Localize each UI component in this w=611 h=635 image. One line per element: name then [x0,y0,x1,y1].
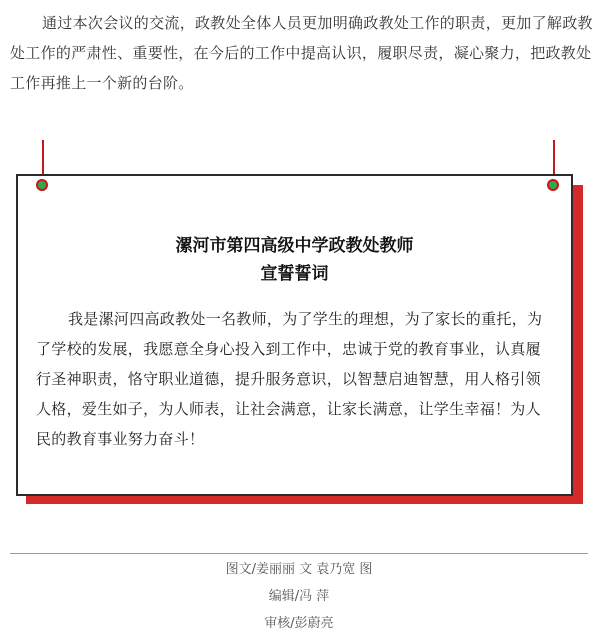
left-pin-icon [36,179,48,191]
credit-reviewer: 审核/彭蔚亮 [264,616,334,631]
right-pin-icon [547,179,559,191]
pledge-title-line2: 宣誓誓词 [260,264,329,284]
pledge-title [18,232,571,288]
credit-author: 图文/姜丽丽 文 袁乃宽 图 [225,562,373,577]
pledge-title-line1: 漯河市第四高级中学政教处教师 [175,236,414,256]
pledge-text: 我是漯河四高政教处一名教师，为了学生的理想，为了家长的重托，为了学校的发展，我愿意全身心投入到工作中，忠诚于党的教育事业，认真履行圣神职责，恪守职业道德，提升服务意识，以智慧启迪智慧，用人格引领人格，爱生如子，为人师表，让社会满意，让家长满意，让学生幸福！为人民的教育事业努力奋斗！ [36,310,543,448]
intro-paragraph: 通过本次会议的交流，政教处全体人员更加明确政教处工作的职责，更加了解政教处工作的严肃性、重要性，在今后的工作中提高认识，履职尽责，凝心聚力，把政教处工作再推上一个新的台阶。 [10,14,593,92]
pledge-card [16,174,573,496]
footer-divider [10,553,588,554]
credit-editor: 编辑/冯 萍 [268,589,330,604]
